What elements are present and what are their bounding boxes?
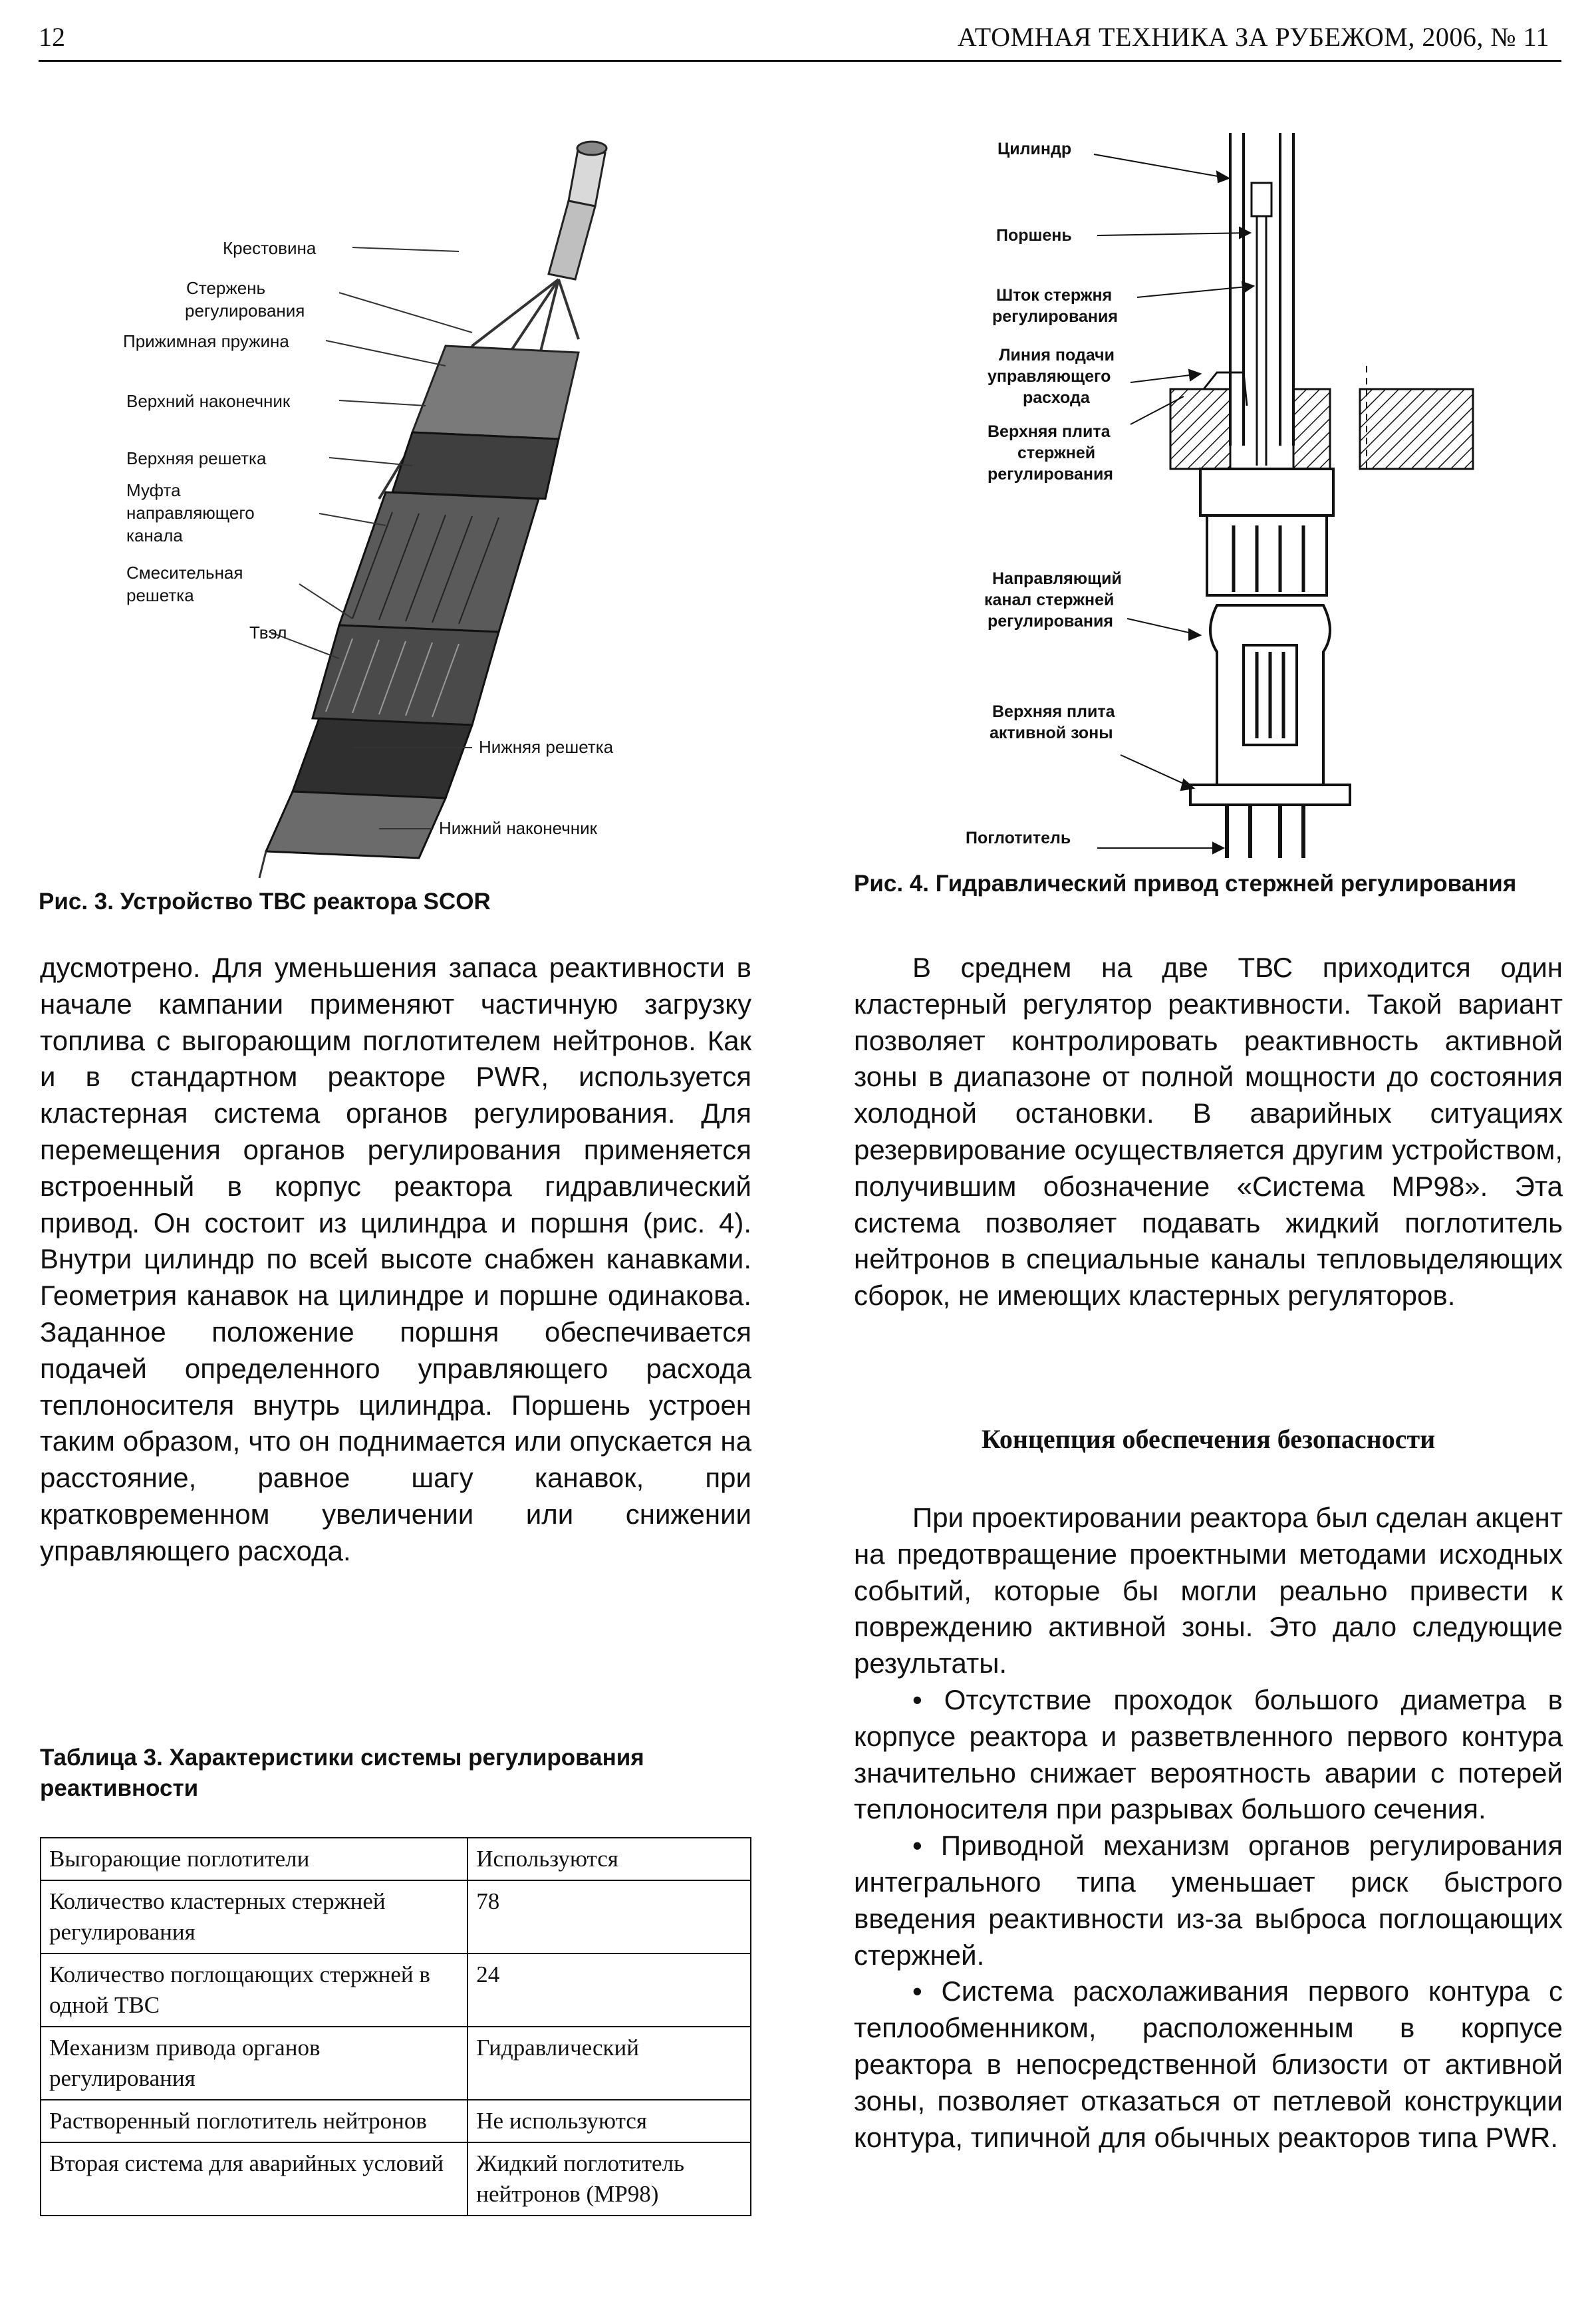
hydraulic-drive-drawing <box>845 126 1563 865</box>
table-3 <box>40 1837 751 2216</box>
label-core-plate-2: активной зоны <box>990 724 1113 742</box>
figure-4 <box>845 126 1563 865</box>
label-lower-grid: Нижняя решетка <box>479 737 614 757</box>
bullet-1: • Отсутствие проходок большого диаметра в корпусе реактора и разветвленного первого контура значительно снижает вероятность аварии с потерей теплоносителя при разрывах большого сечения. <box>854 1683 1563 1825</box>
section-heading: Концепция обеспечения безопасности <box>981 1424 1436 1454</box>
table-cell-value: 78 <box>467 1880 751 1953</box>
fuel-assembly-drawing <box>100 126 665 885</box>
label-core-plate-1: Верхняя плита <box>992 702 1115 721</box>
figure-3 <box>100 126 665 885</box>
label-guide-channel-3: регулирования <box>988 612 1113 631</box>
label-control-rod-1: Стержень <box>186 278 266 298</box>
label-guide-channel-1: Направляющий <box>992 569 1122 588</box>
table-cell-param: Механизм привода органов регулирования <box>41 2027 467 2100</box>
table-cell-value: Жидкий поглотитель нейтронов (МР98) <box>467 2142 751 2216</box>
figure-4-caption: Рис. 4. Гидравлический привод стержней регулирования <box>854 871 1517 897</box>
table-row <box>41 2142 751 2216</box>
label-guide-sleeve-1: Муфта <box>126 480 181 500</box>
label-piston: Поршень <box>996 226 1072 245</box>
label-flow-line-2: управляющего <box>988 367 1111 386</box>
left-paragraph: дусмотрено. Для уменьшения запаса реактивности в начале кампании применяют частичную загрузку топлива с выгорающим поглотителем нейтронов. Как и в стандартном реакторе PWR, используется кластерная система органов регулирования. Для перемещения органов регулирования применяется встроенный в корпус реактора гидравлический привод. Он состоит из цилиндра и поршня (рис. 4). Внутри цилиндр по всей высоте снабжен канавками. Геометрия канавок на цилиндре и поршне одинакова. Заданное положение поршня обеспечивается подачей определенного управляющего расхода теплоносителя внутрь цилиндра. Поршень устроен таким образом, что он поднимается или опускается на расстояние, равное шагу канавок, при кратковременном увеличении или снижении управляющего расхода. <box>40 952 751 1566</box>
label-fuel-rod: Твэл <box>249 623 287 643</box>
table-row <box>41 2100 751 2142</box>
table-cell-value: Используются <box>467 1838 751 1880</box>
label-guide-sleeve-3: канала <box>126 525 183 545</box>
label-rod-stem-2: регулирования <box>992 307 1118 326</box>
figure-3-caption: Рис. 3. Устройство ТВС реактора SCOR <box>39 889 491 915</box>
right-column-top <box>854 950 1563 1314</box>
label-absorber: Поглотитель <box>966 829 1071 847</box>
label-upper-cr-plate-2: стержней <box>1017 444 1096 462</box>
label-guide-sleeve-2: направляющего <box>126 503 255 523</box>
table-row <box>41 1880 751 1953</box>
label-spider: Крестовина <box>223 238 317 258</box>
table-cell-value: Гидравлический <box>467 2027 751 2100</box>
label-rod-stem-1: Шток стержня <box>996 286 1113 305</box>
right-column-bottom <box>854 1500 1563 2156</box>
table-cell-param: Выгорающие поглотители <box>41 1838 467 1880</box>
table-cell-param: Растворенный поглотитель нейтронов <box>41 2100 467 2142</box>
label-guide-channel-2: канал стержней <box>984 591 1115 609</box>
label-hold-down-spring: Прижимная пружина <box>123 331 289 351</box>
label-upper-cr-plate-1: Верхняя плита <box>988 422 1111 441</box>
table-row <box>41 2027 751 2100</box>
right-paragraph-1: В среднем на две ТВС приходится один кластерный регулятор реактивности. Такой вариант позволяет контролировать реактивность активной зоны в диапазоне от полной мощности до состояния холодной остановки. В аварийных ситуациях резервирование осуществляется другим устройством, получившим обозначение «Система МР98». Эта система позволяет подавать жидкий поглотитель нейтронов в специальные каналы тепловыделяющих сборок, не имеющих кластерных регуляторов. <box>854 952 1563 1312</box>
right-paragraph-2: При проектировании реактора был сделан акцент на предотвращение проектными методами исходных событий, которые бы могли реально привести к повреждению активной зоны. Это дало следующие результаты. <box>854 1502 1563 1679</box>
journal-title: АТОМНАЯ ТЕХНИКА ЗА РУБЕЖОМ, 2006, № 11 <box>957 22 1549 52</box>
label-upper-cr-plate-3: регулирования <box>988 465 1113 484</box>
label-top-nozzle: Верхний наконечник <box>126 391 291 411</box>
header-rule <box>39 60 1561 62</box>
left-column <box>40 950 751 1688</box>
page-number: 12 <box>39 22 65 52</box>
table-row <box>41 1838 751 1880</box>
label-bottom-nozzle: Нижний наконечник <box>439 818 598 838</box>
label-upper-grid: Верхняя решетка <box>126 448 267 468</box>
label-flow-line-3: расхода <box>1023 388 1090 407</box>
label-control-rod-2: регулирования <box>185 301 305 321</box>
bullet-2: • Приводной механизм органов регулирования интегрального типа уменьшает риск быстрого введения реактивности из-за выброса поглощающих стержней. <box>854 1830 1563 1971</box>
label-cylinder: Цилиндр <box>998 140 1072 158</box>
bullet-3: • Система расхолаживания первого контура с теплообменником, расположенным в корпусе реактора в непосредственной близости от активной зоны, позволяет отказаться от петлевой конструкции контура, типичной для обычных реакторов типа PWR. <box>854 1975 1563 2153</box>
label-flow-line-1: Линия подачи <box>999 346 1115 364</box>
table-cell-param: Количество поглощающих стержней в одной ТВС <box>41 1953 467 2027</box>
table-3-caption: Таблица 3. Характеристики системы регулирования реактивности <box>40 1745 644 1801</box>
label-mixing-grid-1: Смесительная <box>126 563 243 583</box>
table-cell-param: Количество кластерных стержней регулирования <box>41 1880 467 1953</box>
table-cell-param: Вторая система для аварийных условий <box>41 2142 467 2216</box>
table-cell-value: Не используются <box>467 2100 751 2142</box>
table-row <box>41 1953 751 2027</box>
table-cell-value: 24 <box>467 1953 751 2027</box>
label-mixing-grid-2: решетка <box>126 585 194 605</box>
